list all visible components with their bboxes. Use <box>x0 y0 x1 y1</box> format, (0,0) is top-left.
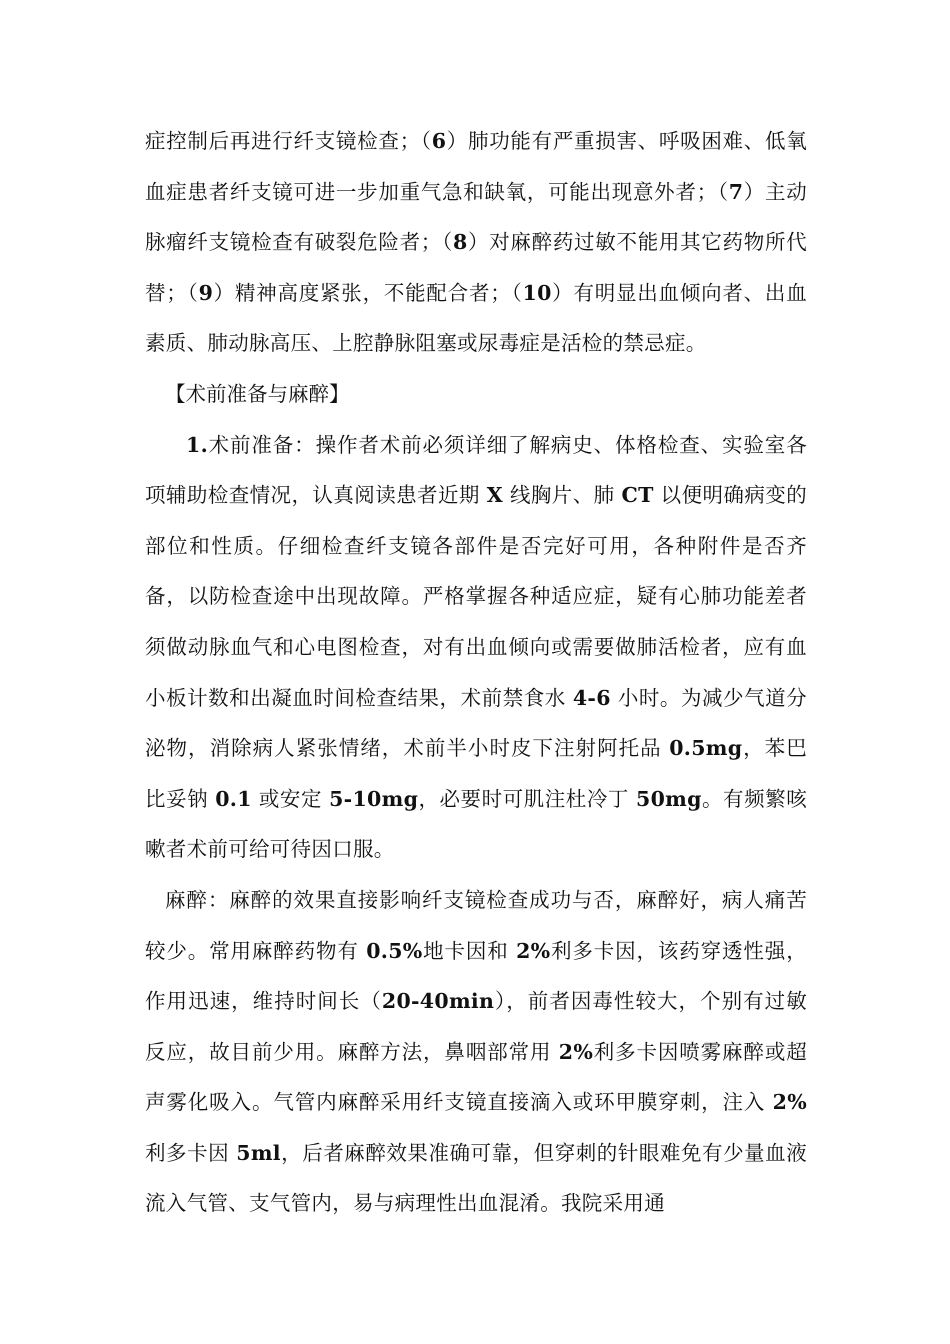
bold-text-segment: 0.1 <box>215 786 252 811</box>
text-segment: ）对麻醉药过敏不能用其它药物所代替；（ <box>145 230 807 305</box>
bold-text-segment: 1. <box>186 432 209 457</box>
bold-text-segment: 2% <box>516 938 551 963</box>
bold-text-segment: 9 <box>198 280 214 305</box>
text-segment: 利多卡因，该药穿透性强，作用迅速，维持时间长（ <box>145 938 807 1014</box>
text-segment: ）肺功能有严重损害、呼吸困难、低氧血症患者纤支镜可进一步加重气急和缺氧，可能出现意外者；（ <box>145 129 807 204</box>
text-segment: 术前准备：操作者术前必须详细了解病史、体格检查、实验室各项辅助检查情况，认真阅读患者近期 <box>145 432 807 508</box>
text-segment: ）主动脉瘤纤支镜检查有破裂危险者；（ <box>145 179 807 255</box>
text-segment: 。有频繁咳嗽者术前可给可待因口服。 <box>145 786 808 862</box>
bold-text-segment: 0.5mg <box>669 736 743 761</box>
bold-text-segment: 7 <box>728 179 744 204</box>
document-page <box>145 116 807 1229</box>
text-segment: ，必要时可肌注杜冷丁 <box>418 786 636 811</box>
bold-text-segment: 4-6 <box>572 685 611 710</box>
bold-text-segment: 5ml <box>236 1140 281 1165</box>
bold-text-segment: 5-10mg <box>329 786 419 811</box>
bold-text-segment: 8 <box>452 230 468 255</box>
text-segment: ），前者因毒性较大，个别有过敏反应，故目前少用。麻醉方法，鼻咽部常用 <box>145 989 807 1064</box>
paragraph-preoperative-preparation <box>145 420 807 875</box>
text-segment: ）精神高度紧张，不能配合者；（ <box>213 280 523 305</box>
bold-text-segment: 2% <box>558 1039 594 1064</box>
bold-text-segment: 0.5% <box>366 938 423 963</box>
text-segment: ，苯巴比妥钠 <box>145 736 808 811</box>
text-segment: 麻醉：麻醉的效果直接影响纤支镜检查成功与否，麻醉好，病人痛苦较少。常用麻醉药物有 <box>145 887 807 963</box>
text-segment: 线胸片、肺 <box>503 483 622 508</box>
text-segment: 以便明确病变的部位和性质。仔细检查纤支镜各部件是否完好可用，各种附件是否齐备，以防检查途中出现故障。严格掌握各种适应症，疑有心肺功能差者须做动脉血气和心电图检查，对有出血倾向或需要做肺活检者，应有血小板计数和出凝血时间检查结果，术前禁食水 <box>145 483 808 710</box>
bold-text-segment: 10 <box>522 280 552 305</box>
text-segment: 症控制后再进行纤支镜检查；（ <box>145 129 432 153</box>
text-segment: 利多卡因喷雾麻醉或超声雾化吸入。气管内麻醉采用纤支镜直接滴入或环甲膜穿刺，注入 <box>145 1039 808 1115</box>
text-segment: 【术前准备与麻醉】 <box>165 381 350 406</box>
bold-text-segment: 20-40min <box>381 989 495 1014</box>
bold-text-segment: 50mg <box>636 786 702 811</box>
bold-text-segment: CT <box>621 483 654 508</box>
bold-text-segment: X <box>486 483 503 508</box>
paragraph-contraindications <box>145 116 807 369</box>
text-segment: ）有明显出血倾向者、出血素质、肺动脉高压、上腔静脉阻塞或尿毒症是活检的禁忌症。 <box>145 280 808 356</box>
text-segment: 或安定 <box>251 786 330 811</box>
text-segment: 利多卡因 <box>145 1140 237 1165</box>
text-segment: ，后者麻醉效果准确可靠，但穿刺的针眼难免有少量血液流入气管、支气管内，易与病理性出血混淆。我院采用通 <box>145 1140 807 1216</box>
bold-text-segment: 6 <box>431 129 447 153</box>
paragraph-anesthesia <box>145 875 807 1229</box>
section-heading <box>145 369 807 420</box>
text-segment: 地卡因和 <box>422 938 517 963</box>
bold-text-segment: 2% <box>772 1090 807 1115</box>
text-segment: 小时。为减少气道分泌物，消除病人紧张情绪，术前半小时皮下注射阿托品 <box>145 685 807 761</box>
